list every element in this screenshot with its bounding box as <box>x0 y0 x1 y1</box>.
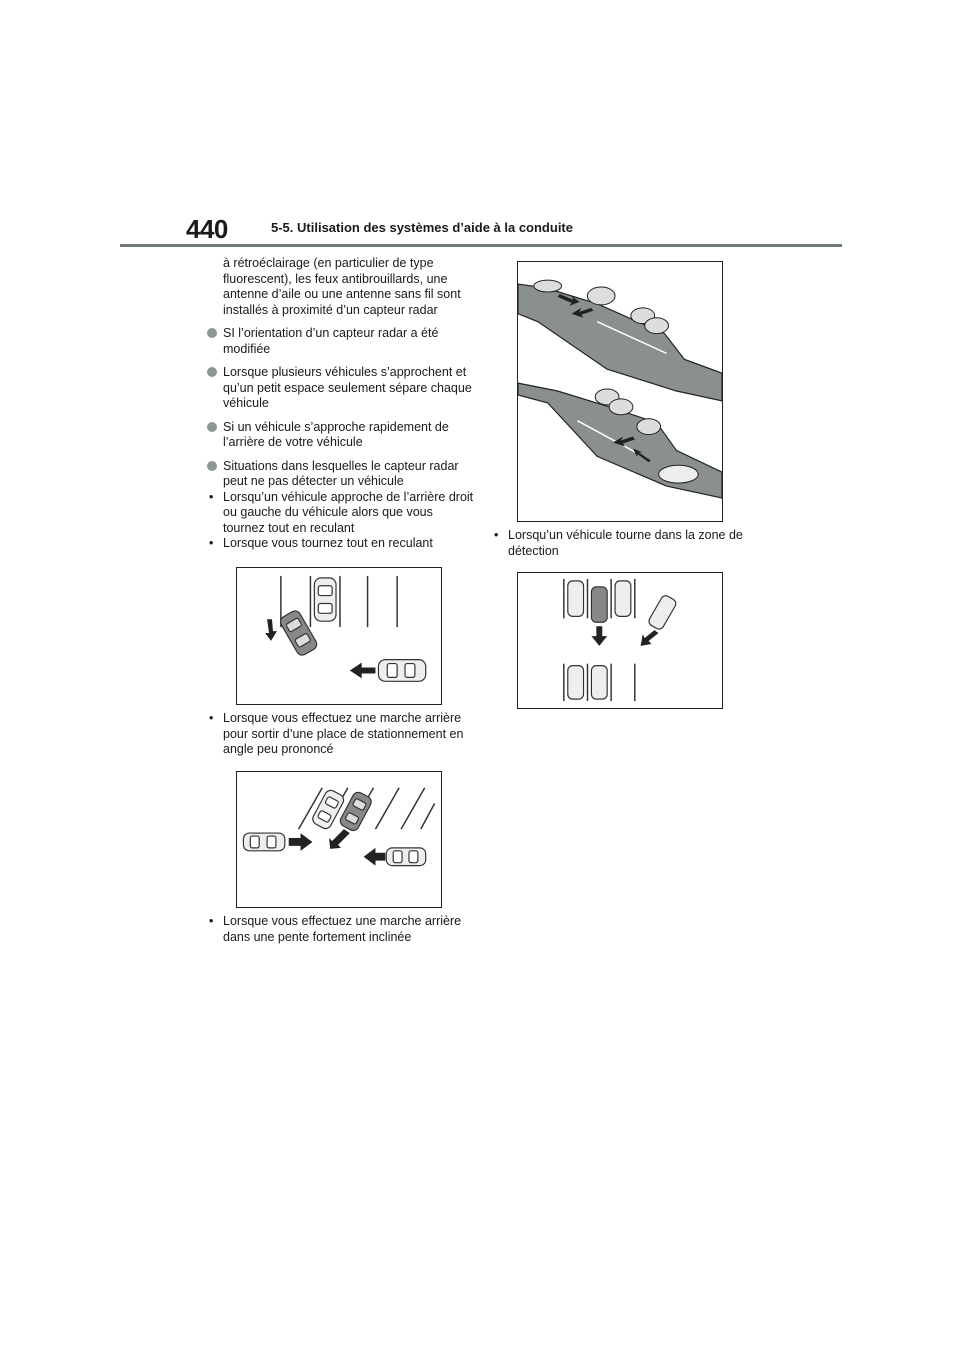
right-column <box>491 528 761 559</box>
left-column <box>206 256 476 552</box>
list-item-text: Situations dans lesquelles le capteur radar peut ne pas détecter un véhicule <box>223 458 459 488</box>
list-item-text: SI l’orientation d’un capteur radar a été modifiée <box>223 326 439 356</box>
cars-parking-turn-icon <box>237 568 441 704</box>
bullet-dot-icon <box>207 422 217 432</box>
reversing-turn-illustration <box>236 567 442 705</box>
header-rule <box>120 244 842 247</box>
steep-slope-icon <box>518 262 722 521</box>
bullet-dot-icon <box>207 367 217 377</box>
angled-parking-illustration <box>236 771 442 908</box>
bullet-glyph: • <box>494 528 499 542</box>
slope-illustration <box>517 261 723 522</box>
bullet-glyph: • <box>209 914 214 928</box>
turning-car-icon <box>518 573 722 708</box>
page-number: 440 <box>186 214 228 244</box>
list-item-text: Lorsque plusieurs véhicules s’approchent et qu’un petit espace seulement sépare chaque véhicule <box>223 365 472 410</box>
sub-list-item <box>206 490 476 537</box>
angled-parking-icon <box>237 772 441 907</box>
list-item <box>206 914 476 945</box>
list-item <box>206 365 476 412</box>
sub-list-item <box>206 536 476 552</box>
sub-list-item <box>206 914 476 945</box>
sub-item-text: Lorsque vous tournez tout en reculant <box>223 536 433 550</box>
sub-item-text: Lorsque vous effectuez une marche arrière pour sortir d’une place de stationnement en angle peu prononcé <box>223 711 464 756</box>
section-title: 5-5. Utilisation des systèmes d’aide à la conduite <box>271 220 573 235</box>
list-item <box>206 420 476 451</box>
sub-list-item <box>491 528 761 559</box>
bullet-glyph: • <box>209 711 214 725</box>
turning-in-zone-illustration <box>517 572 723 709</box>
bullet-dot-icon <box>207 328 217 338</box>
list-item <box>206 459 476 490</box>
sub-list-item <box>206 711 476 758</box>
continuation-text: à rétroéclairage (en particulier de type fluorescent), les feux antibrouillards, une antenne d’aile ou une antenne sans fil sont installés à proximité d’un capteur radar <box>223 256 461 317</box>
sub-item-text: Lorsqu’un véhicule approche de l’arrière droit ou gauche du véhicule alors que vous tournez tout en reculant <box>223 489 474 535</box>
bullet-dot-icon <box>207 461 217 471</box>
list-item <box>206 711 476 758</box>
bullet-glyph: • <box>209 536 214 550</box>
list-item-text: Si un véhicule s’approche rapidement de l’arrière de votre véhicule <box>223 419 449 449</box>
list-item <box>206 326 476 357</box>
sub-item-text: Lorsque vous effectuez une marche arrière dans une pente fortement inclinée <box>223 914 462 944</box>
bullet-glyph: • <box>209 489 214 504</box>
sub-item-text: Lorsqu’un véhicule tourne dans la zone de détection <box>508 528 743 558</box>
